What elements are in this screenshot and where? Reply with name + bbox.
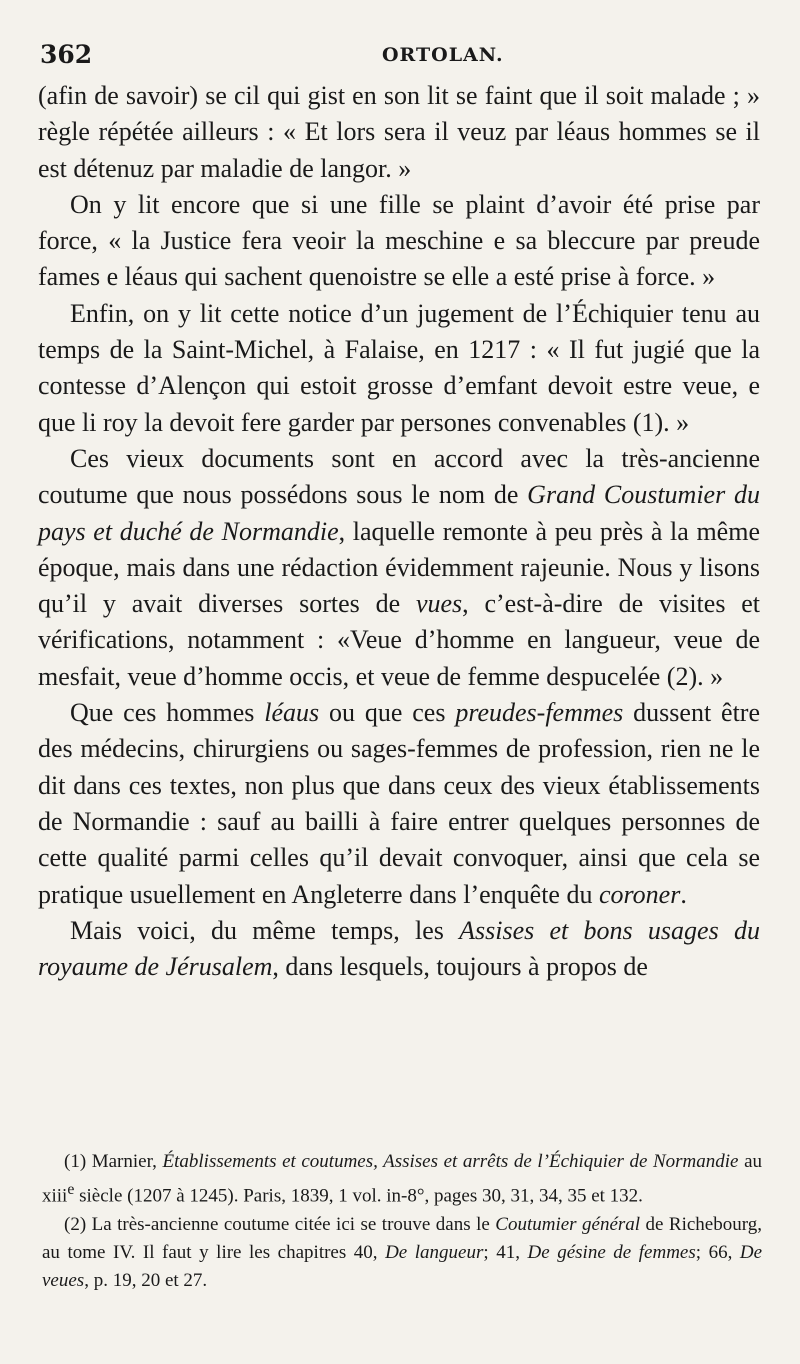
italic-segment: Assises et bons usages du royaume de Jérusalem bbox=[38, 915, 760, 982]
text-segment: , p. 19, 20 et 27. bbox=[84, 1270, 208, 1292]
text-segment: . bbox=[680, 879, 687, 909]
text-segment: Mais voici, du même temps, les bbox=[70, 915, 460, 945]
italic-segment: preudes-femmes bbox=[455, 698, 624, 728]
italic-segment: Grand Coustumier du pays et duché de Normandie bbox=[38, 480, 760, 546]
italic-segment: Établissements et coutumes, Assises et arrêts de l’Échiquier de Normandie bbox=[162, 1151, 739, 1172]
italic-segment: De langueur bbox=[385, 1241, 484, 1263]
text-segment: de Richebourg, au tome IV. Il faut y lire les chapitres 40, bbox=[42, 1213, 762, 1263]
body-text bbox=[38, 78, 760, 985]
paragraph bbox=[38, 187, 760, 296]
text-segment: (2) La très-ancienne coutume citée ici se trouve dans le bbox=[64, 1213, 496, 1235]
footnotes bbox=[42, 1148, 762, 1295]
text-segment: , laquelle remonte à peu près à la même époque, mais dans une rédaction évidemment rajeunie. Nous y lisons qu’il y avait diverses sortes de bbox=[38, 516, 760, 619]
text-segment: (afin de savoir) se cil qui gist en son lit se faint que il soit malade ; » règle répétée ailleurs : « Et lors sera il veuz par léaus hommes se il est détenuz par maladie de langor. » bbox=[38, 81, 760, 183]
text-segment: au xiii bbox=[42, 1151, 762, 1207]
italic-segment: vues bbox=[415, 589, 463, 619]
paragraph bbox=[38, 441, 760, 695]
footnote bbox=[42, 1148, 762, 1211]
text-segment: (1) Marnier, bbox=[64, 1151, 163, 1172]
italic-segment: Coutumier général bbox=[495, 1213, 641, 1235]
page-number: 362 bbox=[40, 40, 93, 69]
italic-segment: De gésine de femmes bbox=[527, 1241, 696, 1263]
text-segment: Ces vieux documents sont en accord avec la très-ancienne coutume que nous possédons sous le nom de bbox=[38, 443, 760, 510]
paragraph bbox=[38, 296, 760, 441]
italic-segment: léaus bbox=[264, 698, 320, 728]
text-segment: Que ces hommes bbox=[70, 698, 265, 728]
text-segment: siècle (1207 à 1245). Paris, 1839, 1 vol. in-8°, pages 30, 31, 34, 35 et 132. bbox=[74, 1185, 643, 1207]
text-segment: , dans lesquels, toujours à propos de bbox=[272, 952, 648, 982]
text-segment: On y lit encore que si une fille se plaint d’avoir été prise par force, « la Justice fera veoir la meschine e sa bleccure par preude fames e léaus qui sachent quenoistre se elle a esté prise à force. » bbox=[38, 189, 760, 292]
paragraph bbox=[38, 695, 760, 913]
text-segment: ; 66, bbox=[695, 1241, 740, 1263]
text-segment: ; 41, bbox=[483, 1241, 528, 1263]
paragraph bbox=[38, 913, 760, 986]
running-head: ORTOLAN. bbox=[382, 44, 504, 66]
text-segment: ou que ces bbox=[319, 698, 456, 728]
footnote bbox=[42, 1211, 762, 1296]
text-segment: , c’est-à-dire de visites et vérifications, notamment : «Veue d’homme en langueur, veue de mesfait, veue d’homme occis, et veue de femme despucelée (2). » bbox=[38, 589, 761, 691]
text-segment: dussent être des médecins, chirurgiens ou sages-femmes de profession, rien ne le dit dans ces textes, non plus que dans ceux des vieux établissements de Normandie : sauf au bailli à faire entrer quelques personnes de cette qualité parmi celles qu’il devait convoquer, ainsi que cela se pratique usuellement en Angleterre dans l’enquête du bbox=[38, 698, 760, 909]
paragraph bbox=[38, 78, 760, 187]
italic-segment: coroner bbox=[598, 879, 681, 909]
italic-segment: De veues bbox=[42, 1241, 763, 1292]
page-header bbox=[40, 40, 760, 74]
text-segment: Enfin, on y lit cette notice d’un jugement de l’Échiquier tenu au temps de la Saint-Michel, à Falaise, en 1217 : « Il fut jugié que la contesse d’Alençon qui estoit grosse d’emfant devoit estre veue, e que li roy la devoit fere garder par persones convenables (1). » bbox=[38, 298, 760, 437]
superscript: e bbox=[67, 1181, 75, 1199]
